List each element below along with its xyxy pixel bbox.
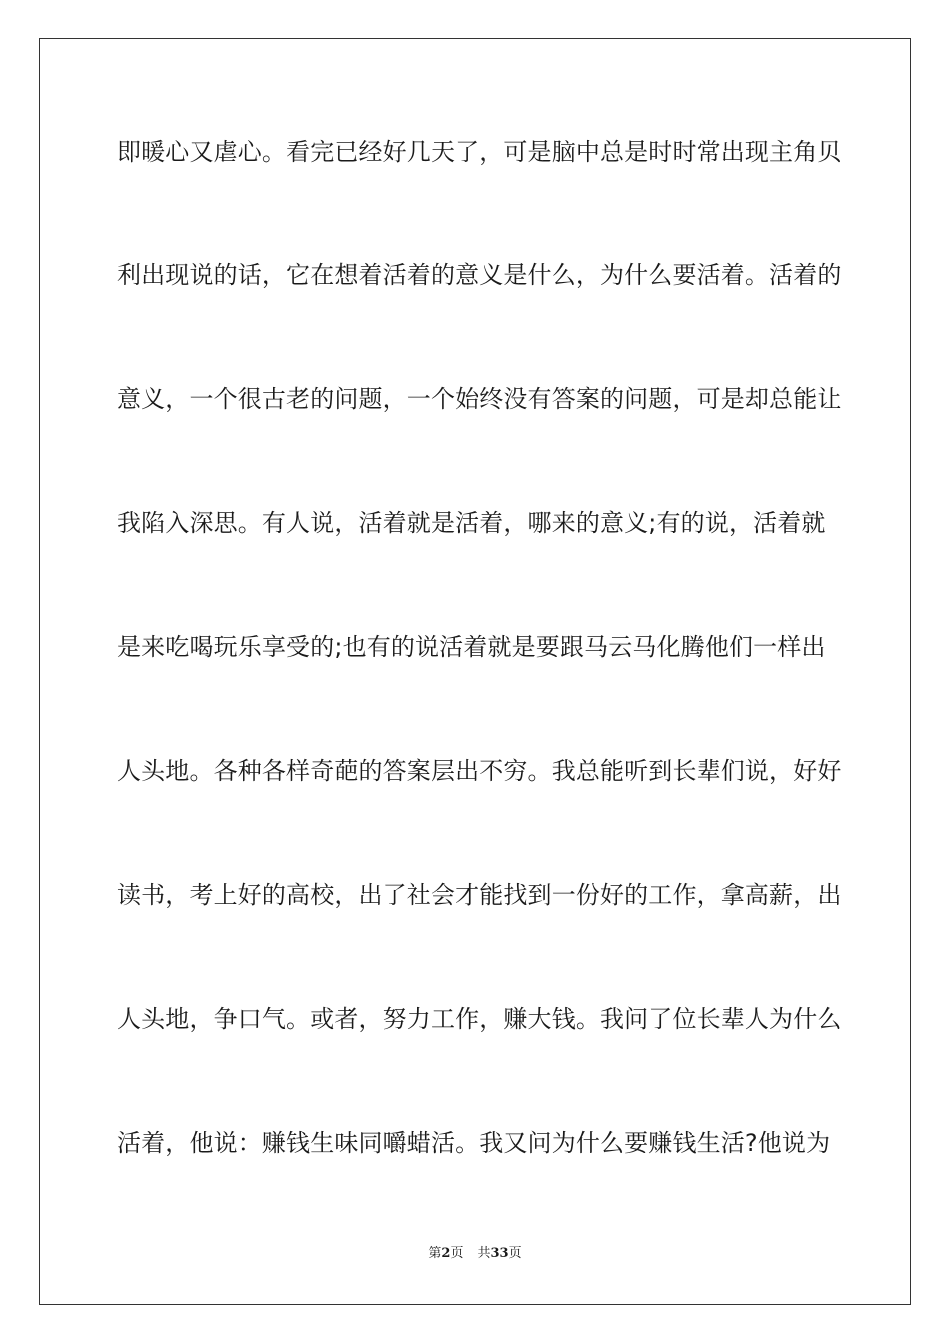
total-prefix: 共 — [477, 1246, 491, 1261]
text-line-5: 是来吃喝玩乐享受的;也有的说活着就是要跟马云马化腾他们一样出 — [117, 633, 826, 661]
page-border — [39, 38, 911, 1305]
page-footer — [0, 1245, 950, 1263]
page-number: 2 — [441, 1246, 451, 1261]
total-suffix: 页 — [508, 1246, 522, 1261]
text-line-2: 利出现说的话，它在想着活着的意义是什么，为什么要活着。活着的 — [117, 261, 842, 289]
text-line-9: 活着，他说：赚钱生味同嚼蜡活。我又问为什么要赚钱生活?他说为 — [117, 1129, 831, 1157]
page-prefix: 第 — [428, 1246, 442, 1261]
text-line-7: 读书，考上好的高校，出了社会才能找到一份好的工作，拿高薪，出 — [117, 881, 842, 909]
total-pages: 33 — [490, 1246, 509, 1261]
text-line-8: 人头地，争口气。或者，努力工作，赚大钱。我问了位长辈人为什么 — [117, 1005, 842, 1033]
text-line-4: 我陷入深思。有人说，活着就是活着，哪来的意义;有的说，活着就 — [117, 509, 826, 537]
text-line-6: 人头地。各种各样奇葩的答案层出不穷。我总能听到长辈们说，好好 — [117, 757, 842, 785]
text-line-1: 即暖心又虐心。看完已经好几天了，可是脑中总是时时常出现主角贝 — [117, 138, 842, 166]
text-line-3: 意义，一个很古老的问题，一个始终没有答案的问题，可是却总能让 — [117, 385, 842, 413]
page-suffix: 页 — [450, 1246, 464, 1261]
